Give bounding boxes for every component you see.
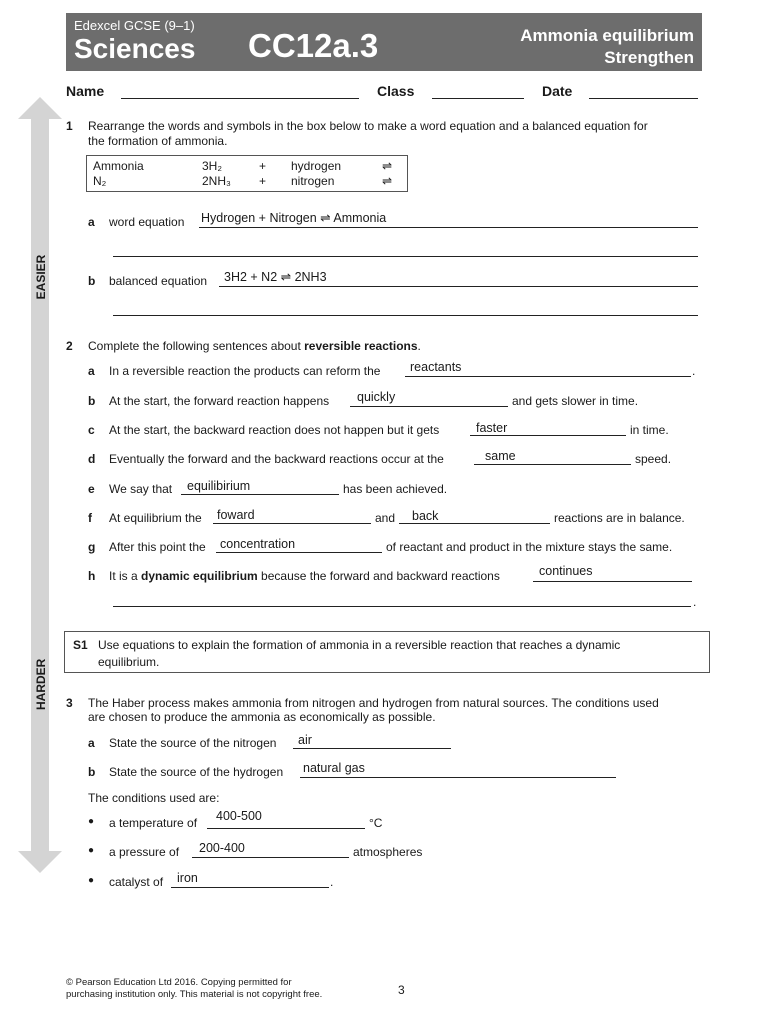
answer-line [405, 376, 691, 377]
temperature-label: a temperature of [109, 816, 198, 830]
copyright-line-1: © Pearson Education Ltd 2016. Copying permitted for [66, 977, 292, 988]
answer-line [470, 435, 626, 436]
answer-line [192, 857, 349, 858]
question-2h-answer[interactable]: continues [539, 564, 593, 578]
temperature-answer[interactable]: 400-500 [216, 809, 262, 823]
box-word: + [259, 159, 267, 173]
question-1a-answer[interactable]: Hydrogen + Nitrogen ⇌ Ammonia [201, 211, 387, 225]
question-2g-letter: g [88, 540, 96, 554]
question-3a-answer[interactable]: air [298, 733, 312, 747]
answer-line[interactable] [113, 256, 698, 257]
bullet-icon: ● [88, 816, 95, 827]
question-3b-letter: b [88, 765, 96, 779]
bullet-icon: ● [88, 875, 95, 886]
question-2g-answer[interactable]: concentration [220, 537, 296, 551]
course-label: Edexcel GCSE (9–1) [74, 18, 195, 33]
page-number: 3 [398, 983, 405, 997]
answer-line [171, 887, 329, 888]
question-2b-text: At the start, the forward reaction happens [109, 394, 330, 408]
name-field[interactable] [121, 98, 359, 99]
question-1b-answer[interactable]: 3H2 + N2 ⇌ 2NH3 [224, 270, 327, 284]
question-2b-answer[interactable]: quickly [357, 390, 396, 404]
pressure-answer[interactable]: 200-400 [199, 841, 245, 855]
box-word: hydrogen [291, 159, 342, 173]
box-word: 2NH₃ [202, 174, 231, 188]
answer-line [474, 464, 631, 465]
box-word: 3H₂ [202, 159, 222, 173]
question-2a-answer[interactable]: reactants [410, 360, 462, 374]
question-2d-answer[interactable]: same [485, 449, 516, 463]
question-2a-text: In a reversible reaction the products can reform the [109, 364, 381, 378]
temperature-unit: °C [369, 816, 383, 830]
question-2e-end: has been achieved. [343, 482, 448, 496]
class-field[interactable] [432, 98, 524, 99]
question-1-number: 1 [66, 119, 73, 133]
question-2c-answer[interactable]: faster [476, 421, 508, 435]
s1-label: S1 [73, 638, 88, 652]
question-2g-text: After this point the [109, 540, 206, 554]
question-2f-answer-1[interactable]: foward [217, 508, 255, 522]
answer-line [399, 523, 550, 524]
header-banner [66, 13, 702, 71]
box-word: ⇌ [382, 174, 393, 188]
question-2c-letter: c [88, 423, 95, 437]
bullet-icon: ● [88, 845, 95, 856]
intro-bold: reversible reactions [304, 339, 418, 353]
harder-label: HARDER [34, 658, 48, 710]
question-2f-answer-2[interactable]: back [412, 509, 439, 523]
question-2a-end: . [692, 364, 696, 378]
question-1a-letter: a [88, 215, 95, 229]
title-line-1: Ammonia equilibrium [520, 26, 694, 45]
question-2b-end: and gets slower in time. [512, 394, 639, 408]
question-2h-letter: h [88, 569, 96, 583]
catalyst-answer[interactable]: iron [177, 871, 198, 885]
easier-label: EASIER [34, 254, 48, 300]
pressure-label: a pressure of [109, 845, 180, 859]
answer-line [207, 828, 365, 829]
question-2f-letter: f [88, 511, 92, 525]
box-word: + [259, 174, 267, 188]
question-3-text: The Haber process makes ammonia from nitrogen and hydrogen from natural sources. The conditions used [88, 696, 659, 710]
answer-line [300, 777, 616, 778]
question-2f-mid: and [375, 511, 396, 525]
bold-text: dynamic equilibrium [141, 569, 258, 583]
copyright-notice [66, 977, 322, 1001]
question-2d-end: speed. [635, 452, 672, 466]
question-1b-letter: b [88, 274, 96, 288]
question-2-intro [88, 339, 421, 353]
conditions-heading: The conditions used are: [88, 791, 220, 805]
question-2d-text: Eventually the forward and the backward reactions occur at the [109, 452, 444, 466]
text-part: because the forward and backward reactions [257, 569, 500, 583]
intro-end: . [417, 339, 421, 353]
text-part: It is a [109, 569, 142, 583]
question-1-text: Rearrange the words and symbols in the box below to make a word equation and a balanced equation for [88, 119, 648, 133]
worksheet-title [520, 25, 694, 69]
question-2b-letter: b [88, 394, 96, 408]
name-label: Name [66, 83, 105, 99]
question-1-text-cont: the formation of ammonia. [88, 134, 228, 148]
question-2c-text: At the start, the backward reaction does not happen but it gets [109, 423, 440, 437]
answer-line [533, 581, 692, 582]
copyright-line-2: purchasing institution only. This material is not copyright free. [66, 989, 323, 1000]
answer-line[interactable] [113, 315, 698, 316]
worksheet-code: CC12a.3 [248, 27, 379, 64]
difficulty-arrow [16, 95, 66, 875]
answer-line [199, 227, 698, 228]
question-2g-end: of reactant and product in the mixture stays the same. [386, 540, 673, 554]
question-1b-label: balanced equation [109, 274, 208, 288]
subject-title: Sciences [74, 33, 196, 64]
question-2e-letter: e [88, 482, 95, 496]
answer-line [213, 523, 371, 524]
pressure-unit: atmospheres [353, 845, 423, 859]
intro-text: Complete the following sentences about [88, 339, 305, 353]
question-2f-end: reactions are in balance. [554, 511, 685, 525]
box-word: Ammonia [93, 159, 144, 173]
answer-line [293, 748, 451, 749]
class-label: Class [377, 83, 415, 99]
answer-line[interactable] [113, 606, 691, 607]
question-3a-text: State the source of the nitrogen [109, 736, 277, 750]
title-line-2: Strengthen [604, 48, 694, 67]
question-2a-letter: a [88, 364, 95, 378]
s1-text-cont: equilibrium. [98, 655, 160, 669]
box-word: nitrogen [291, 174, 335, 188]
answer-line [181, 494, 339, 495]
answer-line [216, 552, 382, 553]
question-1a-label: word equation [109, 215, 185, 229]
date-label: Date [542, 83, 573, 99]
question-3a-letter: a [88, 736, 95, 750]
box-word: ⇌ [382, 159, 393, 173]
question-2-number: 2 [66, 339, 73, 353]
catalyst-end: . [330, 875, 334, 889]
question-3b-answer[interactable]: natural gas [303, 761, 365, 775]
question-2d-letter: d [88, 452, 96, 466]
date-field[interactable] [589, 98, 698, 99]
question-3b-text: State the source of the hydrogen [109, 765, 284, 779]
question-3-text-cont: are chosen to produce the ammonia as economically as possible. [88, 710, 436, 724]
answer-line [219, 286, 698, 287]
question-3-number: 3 [66, 696, 73, 710]
question-2f-text: At equilibrium the [109, 511, 202, 525]
question-2c-end: in time. [630, 423, 669, 437]
question-2h-end: . [693, 595, 697, 609]
catalyst-label: catalyst of [109, 875, 164, 889]
s1-text: Use equations to explain the formation of ammonia in a reversible reaction that reaches a dynamic [98, 638, 621, 652]
question-2e-text: We say that [109, 482, 173, 496]
question-2h-text [109, 569, 500, 583]
question-2e-answer[interactable]: equilibirium [187, 479, 251, 493]
box-word: N₂ [93, 174, 107, 188]
answer-line [350, 406, 508, 407]
